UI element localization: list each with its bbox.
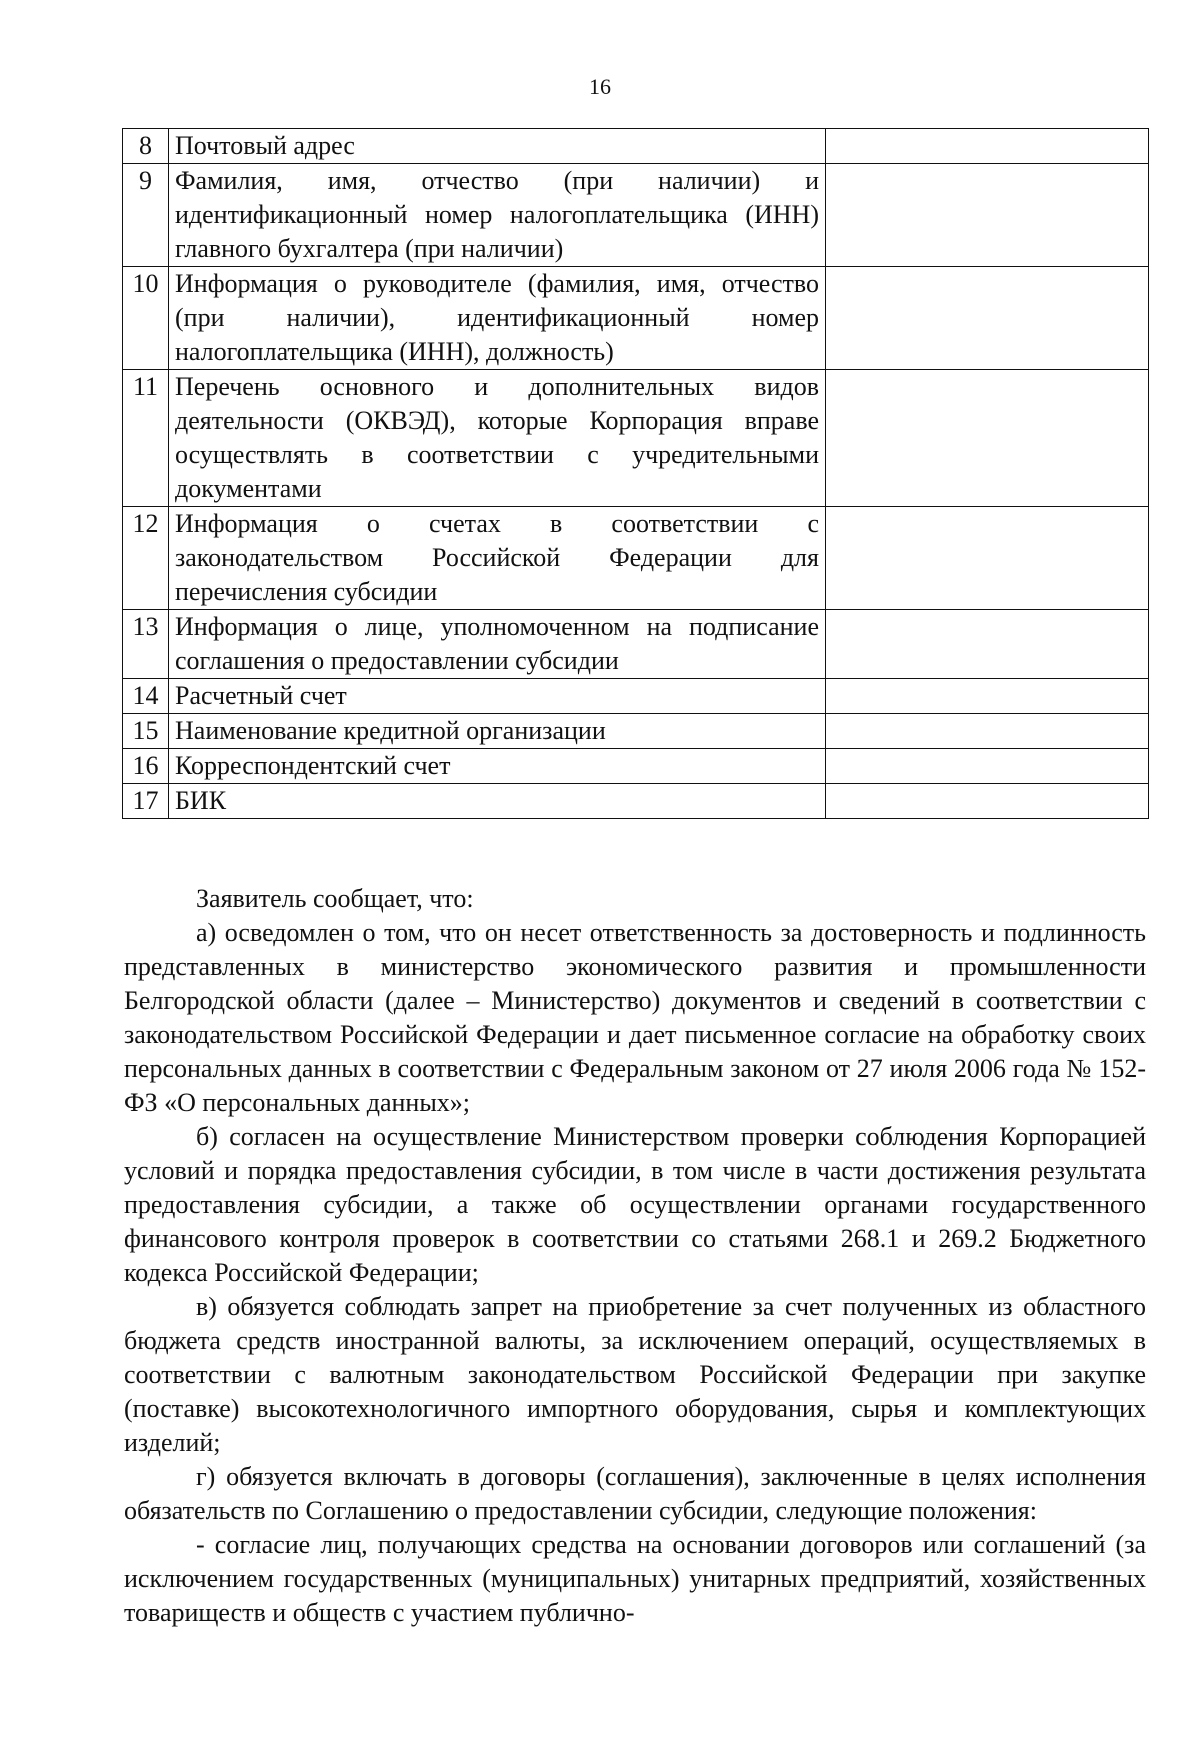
table-row (123, 610, 1149, 679)
row-number: 8 (123, 129, 169, 164)
table-row (123, 714, 1149, 749)
row-value-cell[interactable] (826, 129, 1149, 164)
declaration-item-a: а) осведомлен о том, что он несет ответственность за достоверность и подлинность представленных в министерство экономического развития и промышленности Белгородской области (далее – Министерство) документов и сведений в соответствии с законодательством Российской Федерации и дает письменное согласие на обработку своих персональных данных в соответствии с Федеральным законом от 27 июля 2006 года № 152-ФЗ «О персональных данных»; (124, 918, 1146, 1117)
row-label: Информация о лице, уполномоченном на подписание соглашения о предоставлении субсидии (169, 610, 826, 679)
row-value-cell[interactable] (826, 784, 1149, 819)
row-label: Корреспондентский счет (169, 749, 826, 784)
declaration-intro: Заявитель сообщает, что: (196, 884, 474, 913)
row-label: Информация о счетах в соответствии с законодательством Российской Федерации для перечисления субсидии (169, 507, 826, 610)
row-value-cell[interactable] (826, 679, 1149, 714)
table-row (123, 129, 1149, 164)
row-label: Расчетный счет (169, 679, 826, 714)
row-number: 17 (123, 784, 169, 819)
row-value-cell[interactable] (826, 749, 1149, 784)
applicant-info-table-body (123, 129, 1149, 819)
row-number: 12 (123, 507, 169, 610)
table-row (123, 507, 1149, 610)
applicant-info-table (122, 128, 1149, 819)
declaration-item-g: г) обязуется включать в договоры (соглашения), заключенные в целях исполнения обязательств по Соглашению о предоставлении субсидии, следующие положения: (124, 1462, 1146, 1525)
row-number: 14 (123, 679, 169, 714)
table-row (123, 679, 1149, 714)
row-label: Информация о руководителе (фамилия, имя, отчество (при наличии), идентификационный номер налогоплательщика (ИНН), должность) (169, 267, 826, 370)
table-row (123, 749, 1149, 784)
table-row (123, 784, 1149, 819)
row-label: Наименование кредитной организации (169, 714, 826, 749)
row-label: Перечень основного и дополнительных видов деятельности (ОКВЭД), которые Корпорация вправе осуществлять в соответствии с учредительными документами (169, 370, 826, 507)
row-value-cell[interactable] (826, 610, 1149, 679)
declaration-subitem-consent: - согласие лиц, получающих средства на основании договоров или соглашений (за исключением государственных (муниципальных) унитарных предприятий, хозяйственных товариществ и обществ с участием публично- (124, 1530, 1146, 1627)
row-number: 9 (123, 164, 169, 267)
row-number: 10 (123, 267, 169, 370)
row-number: 11 (123, 370, 169, 507)
row-value-cell[interactable] (826, 507, 1149, 610)
declaration-item-v: в) обязуется соблюдать запрет на приобретение за счет полученных из областного бюджета средств иностранной валюты, за исключением операций, осуществляемых в соответствии с валютным законодательством Российской Федерации при закупке (поставке) высокотехнологичного импортного оборудования, сырья и комплектующих изделий; (124, 1292, 1146, 1457)
row-label: БИК (169, 784, 826, 819)
row-label: Почтовый адрес (169, 129, 826, 164)
row-number: 15 (123, 714, 169, 749)
row-value-cell[interactable] (826, 267, 1149, 370)
row-label: Фамилия, имя, отчество (при наличии) и идентификационный номер налогоплательщика (ИНН) главного бухгалтера (при наличии) (169, 164, 826, 267)
row-value-cell[interactable] (826, 714, 1149, 749)
declaration-item-b: б) согласен на осуществление Министерством проверки соблюдения Корпорацией условий и порядка предоставления субсидии, в том числе в части достижения результата предоставления субсидии, а также об осуществлении органами государственного финансового контроля проверок в соответствии со статьями 268.1 и 269.2 Бюджетного кодекса Российской Федерации; (124, 1122, 1146, 1287)
row-value-cell[interactable] (826, 370, 1149, 507)
row-value-cell[interactable] (826, 164, 1149, 267)
row-number: 16 (123, 749, 169, 784)
table-row (123, 164, 1149, 267)
page-number: 16 (589, 74, 611, 99)
table-row (123, 267, 1149, 370)
row-number: 13 (123, 610, 169, 679)
declaration-text (124, 882, 1146, 1630)
table-row (123, 370, 1149, 507)
